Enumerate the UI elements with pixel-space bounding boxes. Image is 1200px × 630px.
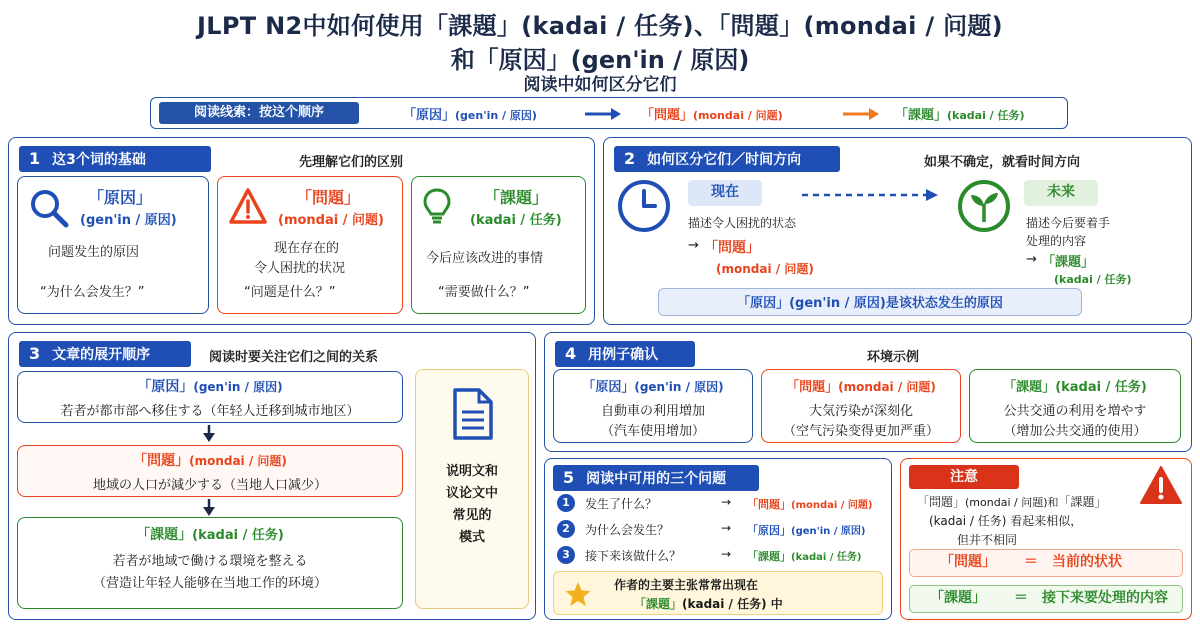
- example-problem-cn: （空气污染变得更加严重）: [782, 424, 939, 439]
- example-problem: 「問題」(mondai / 问题) 大気汚染が深刻化 （空气污染变得更加严重）: [761, 369, 961, 443]
- caution-desc1: 「問題」(mondai / 问题)和「課題」: [917, 495, 1107, 509]
- card-task: [411, 176, 586, 314]
- card-problem-desc2: 令人困扰的状况: [254, 261, 346, 276]
- question-text: 为什么会发生？: [585, 523, 670, 537]
- order-step-task: 「課題」(kadai / 任务) 若者が地域で働ける環境を整える （营造让年轻人能够在当地工作的环境）: [17, 517, 403, 609]
- pattern-note-line2: 议论文中: [445, 486, 498, 501]
- card-task-question: “需要做什么？”: [438, 285, 530, 300]
- card-cause-question: “为什么会发生？”: [40, 285, 145, 300]
- caution-desc3: 但并不相同: [957, 533, 1018, 547]
- example-task-cn: （增加公共交通的使用）: [1003, 424, 1147, 439]
- reading-clue-bar: [150, 97, 1068, 129]
- cause-note: 「原因」(gen'in / 原因)是该状态发生的原因: [658, 288, 1082, 316]
- reading-clue-label: 阅读线索：按这个顺序: [159, 102, 359, 124]
- example-cause: 「原因」(gen'in / 原因) 自動車の利用増加 （汽车使用增加）: [553, 369, 753, 443]
- arrow-right-icon: [841, 104, 881, 124]
- warning-icon: [228, 187, 268, 225]
- future-chip: 未来: [1024, 180, 1098, 206]
- now-reading: (mondai / 问题): [716, 262, 814, 276]
- panel-basics: [8, 137, 595, 325]
- question-answer: 「原因」(gen'in / 原因): [747, 524, 866, 537]
- clue-task: 「課題」(kadai / 任务): [895, 108, 1025, 123]
- panel-basics-header: 1 这3个词的基础: [19, 146, 211, 172]
- number-badge: 2: [557, 520, 575, 538]
- example-problem-jp: 大気汚染が深刻化: [808, 404, 913, 419]
- page-title: JLPT N2中如何使用「課題」(kadai / 任务)、「問題」(mondai / 问题): [197, 12, 1003, 40]
- panel-three-questions: [544, 458, 892, 620]
- document-icon: [451, 388, 495, 440]
- sprout-icon: [956, 178, 1012, 234]
- panel-order-subtitle: 阅读时要关注它们之间的关系: [209, 350, 379, 365]
- card-cause-term: 「原因」: [88, 188, 153, 207]
- card-task-reading: (kadai / 任务): [470, 213, 562, 228]
- card-cause-reading: (gen'in / 原因): [80, 213, 177, 228]
- card-problem-reading: (mondai / 问题): [278, 213, 384, 228]
- dashed-arrow-icon: [800, 188, 940, 202]
- future-reading: (kadai / 任务): [1054, 273, 1132, 286]
- panel-order-header: 3 文章的展开顺序: [19, 341, 191, 367]
- panel-time-direction: [603, 137, 1192, 325]
- number-badge: 3: [557, 546, 575, 564]
- order-step-cause-text: 若者が都市部へ移住する（年轻人迁移到城市地区）: [60, 404, 360, 419]
- question-row-2: [557, 519, 887, 541]
- question-arrow: →: [721, 521, 732, 535]
- panel-examples: [544, 332, 1192, 452]
- warning-icon: [1139, 465, 1183, 505]
- card-task-desc: 今后应该改进的事情: [426, 251, 544, 266]
- future-desc1: 描述今后要着手: [1026, 216, 1111, 230]
- example-task: 「課題」(kadai / 任务) 公共交通の利用を増やす （增加公共交通的使用）: [969, 369, 1181, 443]
- example-cause-cn: （汽车使用增加）: [600, 424, 705, 439]
- card-problem: [217, 176, 403, 314]
- panel-time-header: 2 如何区分它们／时间方向: [614, 146, 840, 172]
- panel-questions-header: 5 阅读中可用的三个问题: [553, 465, 759, 491]
- card-task-term: 「課題」: [484, 188, 549, 207]
- page-title-line2: 和「原因」(gen'in / 原因): [450, 46, 750, 74]
- main-claim-line2: 「課題」(kadai / 任务) 中: [634, 597, 783, 611]
- future-desc2: 处理的内容: [1026, 234, 1087, 248]
- order-step-cause: 「原因」(gen'in / 原因) 若者が都市部へ移住する（年轻人迁移到城市地区）: [17, 371, 403, 423]
- example-cause-jp: 自動車の利用増加: [600, 404, 705, 419]
- question-arrow: →: [721, 495, 732, 509]
- arrow-down-icon: [202, 425, 216, 443]
- caution-eq-task: 「課題」 ＝ 接下来要处理的内容: [909, 585, 1183, 613]
- pattern-note: [415, 369, 529, 609]
- lightbulb-icon: [422, 187, 452, 227]
- clock-icon: [616, 178, 672, 234]
- order-step-task-text1: 若者が地域で働ける環境を整える: [112, 554, 308, 569]
- clue-problem: 「問題」(mondai / 问题): [641, 108, 783, 123]
- panel-examples-subtitle: 环境示例: [867, 350, 920, 365]
- card-cause-desc: 问题发生的原因: [48, 245, 140, 260]
- caution-header: 注意: [909, 465, 1019, 489]
- question-arrow: →: [721, 547, 732, 561]
- number-badge: 1: [557, 494, 575, 512]
- main-claim-note: [553, 571, 883, 615]
- now-term: 「問題」: [704, 240, 760, 256]
- now-arrow: →: [688, 238, 699, 253]
- arrow-right-icon: [583, 104, 623, 124]
- clue-cause: 「原因」(gen'in / 原因): [403, 108, 537, 123]
- search-icon: [28, 187, 72, 231]
- question-text: 发生了什么？: [585, 497, 658, 511]
- panel-caution: [900, 458, 1192, 620]
- caution-desc2: (kadai / 任务) 看起来相似，: [929, 514, 1083, 528]
- pattern-note-line1: 说明文和: [445, 464, 498, 479]
- arrow-down-icon: [202, 499, 216, 517]
- caution-eq-problem: 「問題」 ＝ 当前的状状: [909, 549, 1183, 577]
- card-problem-desc1: 现在存在的: [274, 241, 340, 256]
- panel-time-subtitle: 如果不确定，就看时间方向: [924, 155, 1081, 170]
- panel-examples-header: 4 用例子确认: [555, 341, 695, 367]
- order-step-problem: 「問題」(mondai / 问题) 地域の人口が減少する（当地人口减少）: [17, 445, 403, 497]
- now-chip: 现在: [688, 180, 762, 206]
- order-step-problem-text: 地域の人口が減少する（当地人口减少）: [92, 478, 327, 493]
- page-subtitle: 阅读中如何区分它们: [523, 75, 677, 95]
- order-step-task-text2: （营造让年轻人能够在当地工作的环境）: [92, 576, 327, 591]
- now-desc: 描述令人困扰的状态: [688, 216, 797, 230]
- card-problem-term: 「問題」: [296, 188, 361, 207]
- question-row-1: [557, 493, 887, 515]
- question-answer: 「課題」(kadai / 任务): [747, 550, 862, 563]
- star-icon: [564, 580, 592, 608]
- future-term: 「課題」: [1042, 255, 1095, 270]
- example-task-jp: 公共交通の利用を増やす: [1003, 404, 1147, 419]
- panel-basics-subtitle: 先理解它们的区别: [299, 155, 404, 170]
- card-problem-question: “问题是什么？”: [244, 285, 336, 300]
- pattern-note-line3: 常见的: [452, 508, 492, 523]
- future-arrow: →: [1026, 252, 1037, 267]
- pattern-note-line4: 模式: [458, 530, 485, 545]
- panel-text-order: [8, 332, 536, 620]
- card-cause: [17, 176, 209, 314]
- main-claim-line1: 作者的主要主张常常出现在: [614, 578, 759, 592]
- question-answer: 「問題」(mondai / 问题): [747, 498, 873, 511]
- question-row-3: [557, 545, 887, 567]
- question-text: 接下来该做什么？: [585, 549, 682, 563]
